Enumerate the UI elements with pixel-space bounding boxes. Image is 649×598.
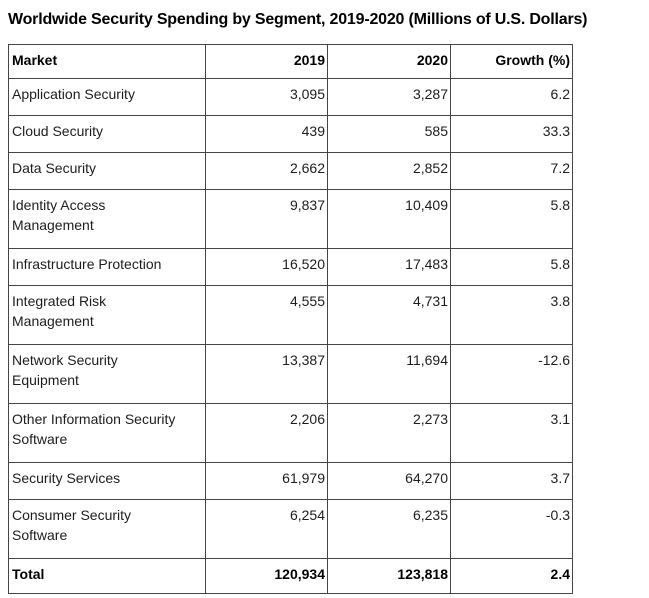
table-row [9, 249, 573, 286]
cell-2020: 10,409 [328, 190, 451, 249]
cell-growth: 3.7 [451, 463, 573, 500]
column-header-market: Market [9, 45, 206, 79]
cell-growth: 33.3 [451, 116, 573, 153]
cell-total-growth: 2.4 [451, 559, 573, 594]
table-row [9, 286, 573, 345]
cell-2019: 6,254 [206, 500, 328, 559]
cell-growth: 7.2 [451, 153, 573, 190]
cell-growth: -12.6 [451, 345, 573, 404]
security-spending-table [8, 44, 573, 594]
cell-2020: 6,235 [328, 500, 451, 559]
cell-2020: 2,852 [328, 153, 451, 190]
cell-2019: 2,662 [206, 153, 328, 190]
table-title: Worldwide Security Spending by Segment, 2019-2020 (Millions of U.S. Dollars) [8, 11, 588, 28]
table-row [9, 463, 573, 500]
cell-growth: 3.8 [451, 286, 573, 345]
table-row [9, 153, 573, 190]
cell-2020: 585 [328, 116, 451, 153]
cell-market: Identity Access Management [9, 190, 206, 249]
cell-growth: 3.1 [451, 404, 573, 463]
cell-2020: 2,273 [328, 404, 451, 463]
cell-2020: 11,694 [328, 345, 451, 404]
cell-market: Consumer Security Software [9, 500, 206, 559]
cell-growth: 6.2 [451, 79, 573, 116]
cell-market: Infrastructure Protection [9, 249, 206, 286]
total-row [9, 559, 573, 594]
table-row [9, 500, 573, 559]
cell-market: Other Information Security Software [9, 404, 206, 463]
cell-2019: 2,206 [206, 404, 328, 463]
cell-2019: 16,520 [206, 249, 328, 286]
cell-2019: 9,837 [206, 190, 328, 249]
cell-total-2019: 120,934 [206, 559, 328, 594]
cell-growth: -0.3 [451, 500, 573, 559]
table-row [9, 345, 573, 404]
cell-2019: 3,095 [206, 79, 328, 116]
column-header-2019: 2019 [206, 45, 328, 79]
table-row [9, 190, 573, 249]
cell-2020: 3,287 [328, 79, 451, 116]
cell-2020: 64,270 [328, 463, 451, 500]
cell-2019: 439 [206, 116, 328, 153]
cell-2019: 61,979 [206, 463, 328, 500]
table-row [9, 79, 573, 116]
cell-growth: 5.8 [451, 190, 573, 249]
cell-market: Cloud Security [9, 116, 206, 153]
cell-growth: 5.8 [451, 249, 573, 286]
column-header-growth: Growth (%) [451, 45, 573, 79]
cell-market: Integrated Risk Management [9, 286, 206, 345]
cell-2020: 4,731 [328, 286, 451, 345]
cell-2019: 13,387 [206, 345, 328, 404]
header-row [9, 45, 573, 79]
cell-market: Application Security [9, 79, 206, 116]
table-row [9, 116, 573, 153]
cell-market: Data Security [9, 153, 206, 190]
cell-market: Network Security Equipment [9, 345, 206, 404]
cell-total-2020: 123,818 [328, 559, 451, 594]
cell-2019: 4,555 [206, 286, 328, 345]
table-row [9, 404, 573, 463]
column-header-2020: 2020 [328, 45, 451, 79]
cell-2020: 17,483 [328, 249, 451, 286]
cell-total-label: Total [9, 559, 206, 594]
cell-market: Security Services [9, 463, 206, 500]
